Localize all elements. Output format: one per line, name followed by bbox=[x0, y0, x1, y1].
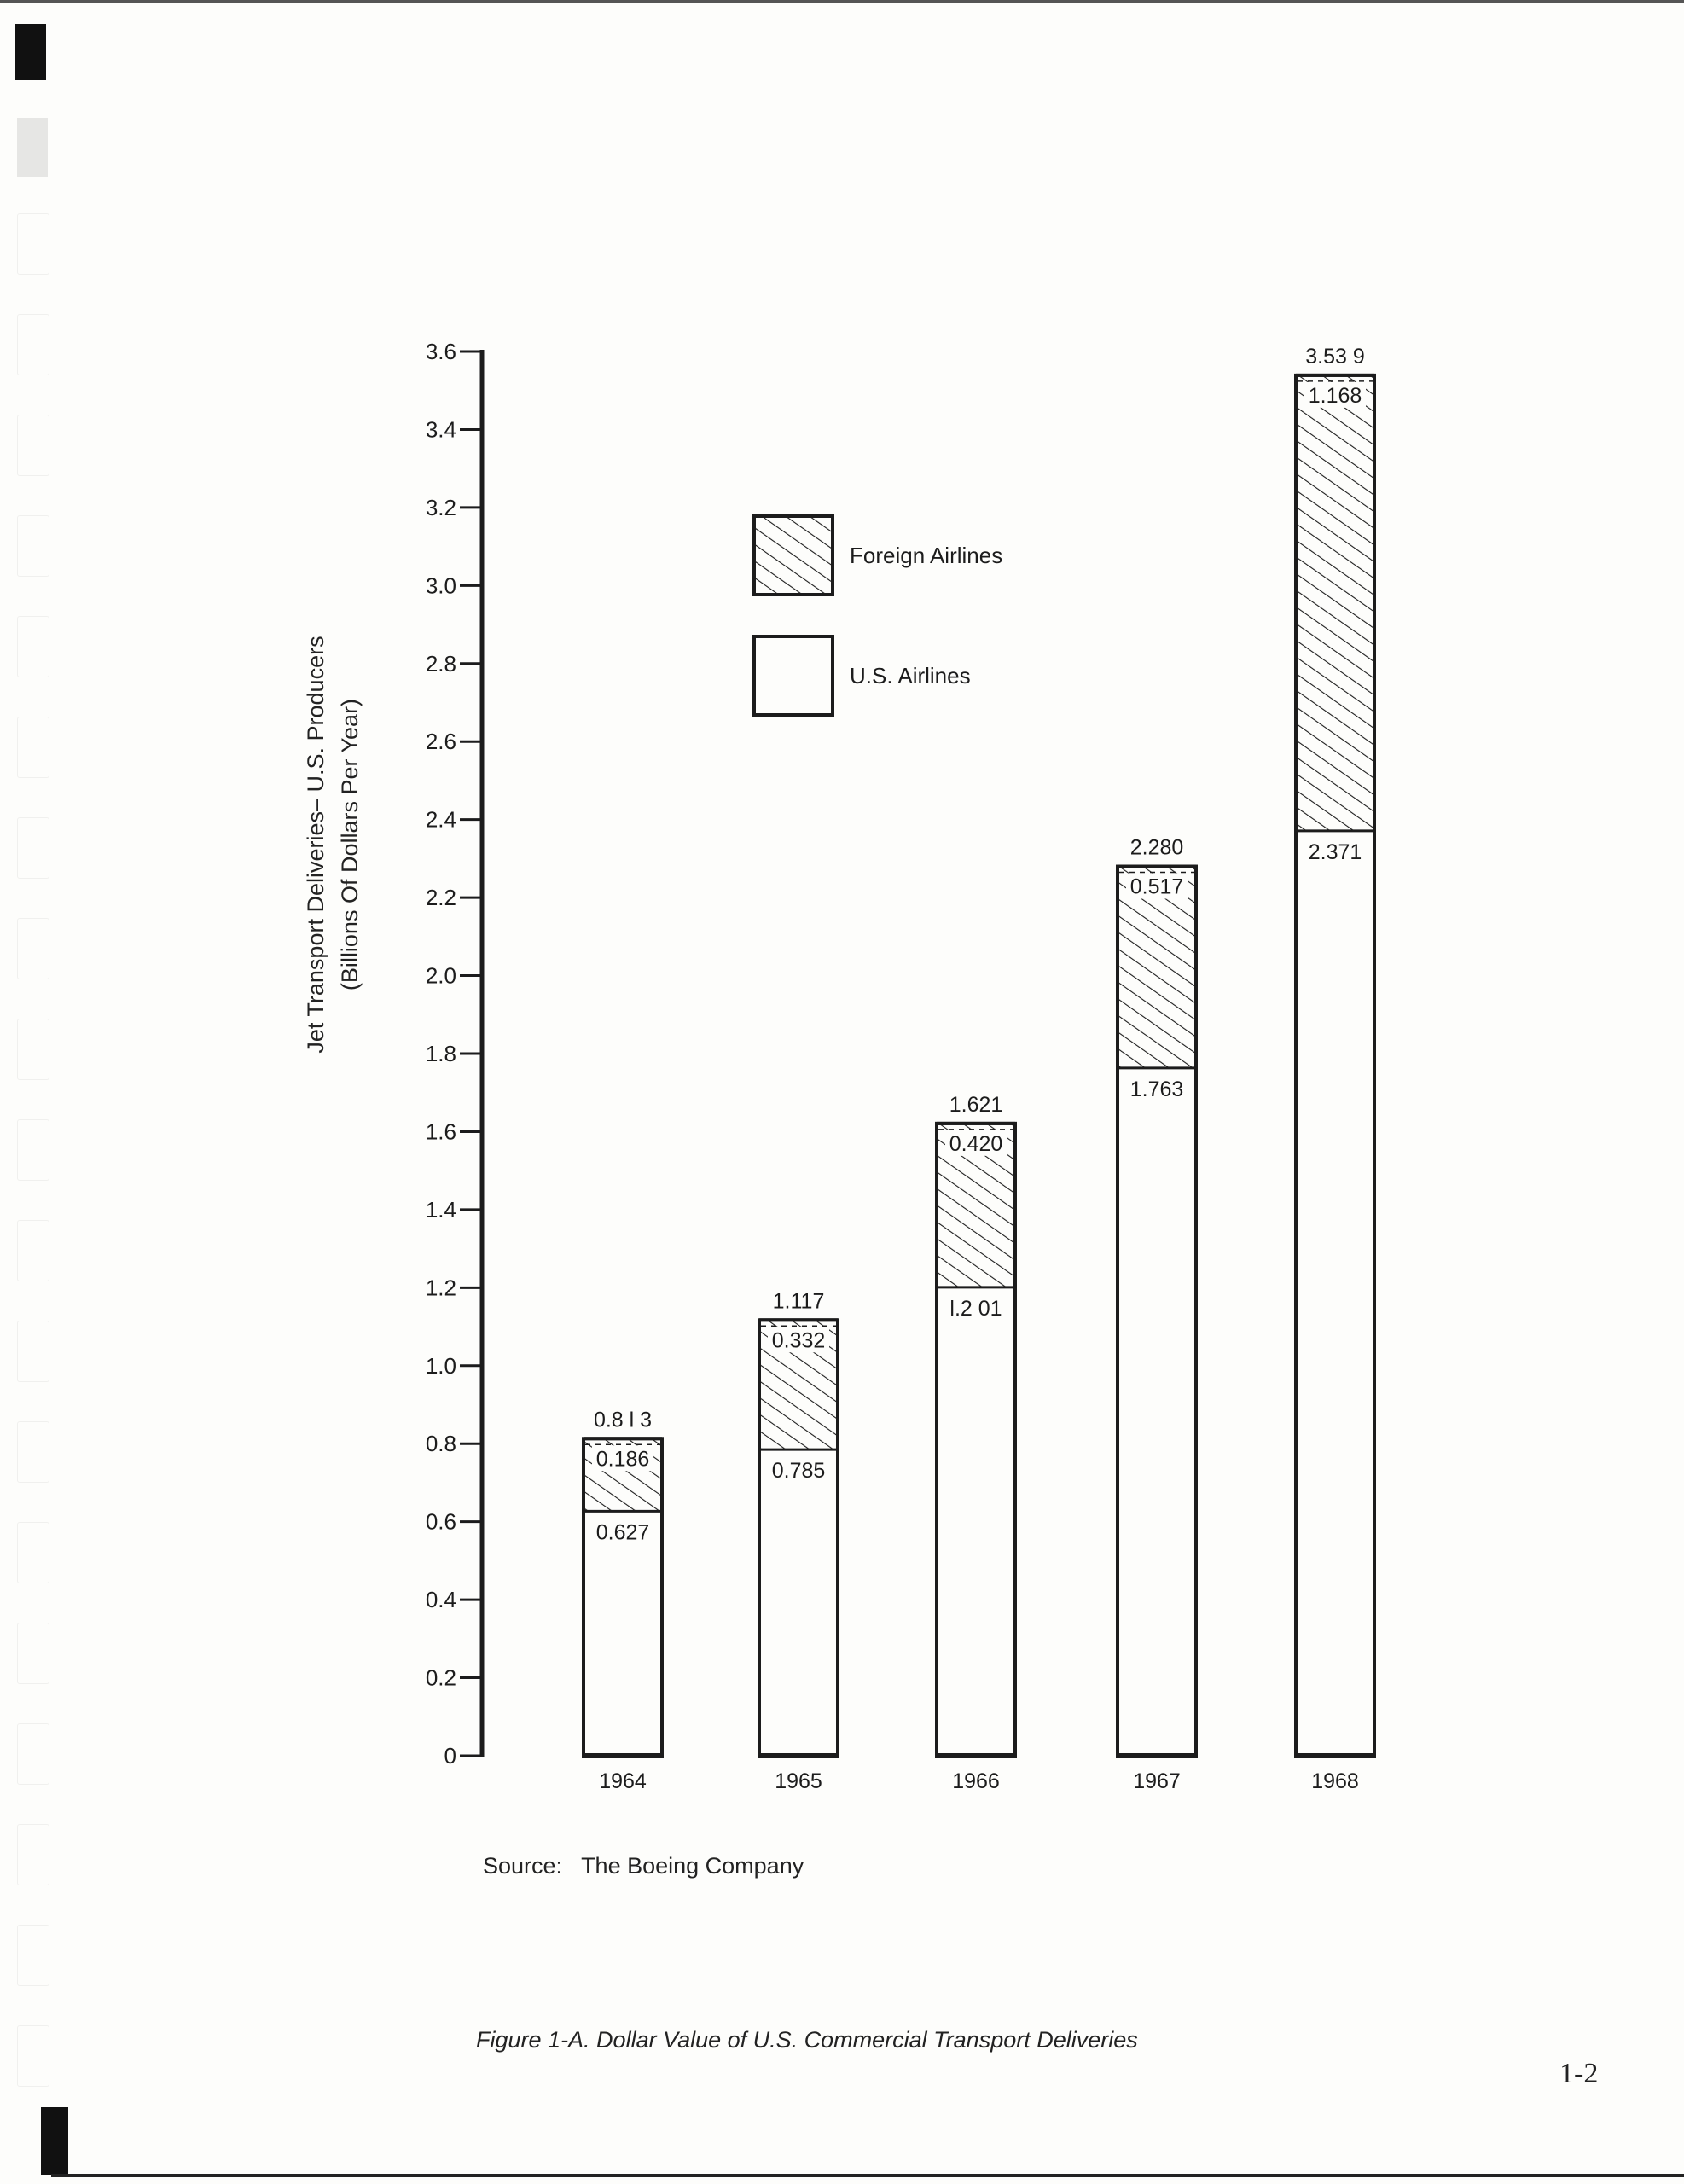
us-value-label-1965: 0.785 bbox=[771, 1459, 826, 1484]
legend-label-u-s-airlines: U.S. Airlines bbox=[850, 663, 971, 688]
y-tick-label: 0.4 bbox=[425, 1587, 456, 1613]
figure-caption: Figure 1-A. Dollar Value of U.S. Commercial Transport Deliveries bbox=[476, 2027, 1138, 2053]
legend-swatch-foreign-airlines bbox=[754, 516, 833, 595]
foreign-value-label-1968: 1.168 bbox=[1308, 383, 1362, 408]
y-tick-label: 3.4 bbox=[425, 416, 456, 443]
us-value-label-1968: 2.371 bbox=[1308, 839, 1362, 864]
x-category-label-1964: 1964 bbox=[599, 1769, 647, 1793]
source-label: Source: bbox=[483, 1853, 563, 1879]
legend bbox=[754, 516, 1002, 715]
y-tick-label: 1.4 bbox=[425, 1196, 456, 1223]
source-line bbox=[483, 1853, 804, 1879]
y-tick-label: 3.0 bbox=[425, 572, 456, 599]
bar-us-1964 bbox=[584, 1511, 662, 1756]
y-tick-label: 2.6 bbox=[425, 729, 456, 755]
y-tick-label: 0.2 bbox=[425, 1664, 456, 1691]
bar-us-1968 bbox=[1296, 831, 1374, 1756]
total-value-label-1967: 2.280 bbox=[1129, 835, 1184, 860]
y-tick-label: 1.0 bbox=[425, 1352, 456, 1379]
total-value-label-1968: 3.53 9 bbox=[1305, 344, 1365, 369]
y-tick-label: 3.6 bbox=[425, 339, 456, 364]
total-value-label-1964: 0.8 l 3 bbox=[593, 1408, 653, 1432]
bar-us-1966 bbox=[937, 1287, 1015, 1756]
foreign-value-label-1964: 0.186 bbox=[595, 1447, 650, 1472]
source-value: The Boeing Company bbox=[581, 1853, 804, 1879]
y-tick-label: 0.8 bbox=[425, 1431, 456, 1457]
y-axis bbox=[426, 339, 482, 1769]
total-value-label-1965: 1.117 bbox=[772, 1289, 825, 1314]
y-tick-label: 2.4 bbox=[425, 806, 456, 833]
foreign-value-label-1965: 0.332 bbox=[771, 1328, 826, 1353]
y-axis-title-line2: (Billions Of Dollars Per Year) bbox=[337, 698, 363, 991]
foreign-value-label-1967: 0.517 bbox=[1129, 874, 1184, 899]
bar-foreign-1968 bbox=[1296, 375, 1374, 831]
y-tick-label: 0 bbox=[444, 1743, 456, 1769]
x-category-label-1967: 1967 bbox=[1133, 1769, 1181, 1793]
y-axis-title bbox=[299, 606, 367, 1083]
legend-label-foreign-airlines: Foreign Airlines bbox=[850, 543, 1003, 568]
bar-us-1965 bbox=[759, 1449, 838, 1756]
y-tick-label: 2.0 bbox=[425, 962, 456, 989]
us-value-label-1966: l.2 01 bbox=[949, 1296, 1002, 1321]
y-tick-label: 1.6 bbox=[425, 1118, 456, 1145]
y-tick-label: 2.8 bbox=[425, 650, 456, 677]
y-tick-label: 2.2 bbox=[425, 885, 456, 911]
total-value-label-1966: 1.621 bbox=[949, 1092, 1003, 1117]
y-tick-label: 3.2 bbox=[425, 494, 456, 520]
y-axis-title-line1: Jet Transport Deliveries– U.S. Producers bbox=[303, 636, 328, 1054]
y-tick-label: 1.8 bbox=[425, 1041, 456, 1066]
page-number: 1-2 bbox=[1559, 2058, 1599, 2089]
x-category-label-1966: 1966 bbox=[952, 1769, 1000, 1793]
bar-us-1967 bbox=[1118, 1068, 1196, 1756]
y-tick-label: 0.6 bbox=[425, 1508, 456, 1535]
y-tick-label: 1.2 bbox=[425, 1275, 456, 1301]
foreign-value-label-1966: 0.420 bbox=[949, 1131, 1003, 1156]
legend-swatch-u-s-airlines bbox=[754, 636, 833, 715]
x-category-label-1968: 1968 bbox=[1311, 1769, 1359, 1793]
x-category-label-1965: 1965 bbox=[775, 1769, 822, 1793]
us-value-label-1964: 0.627 bbox=[595, 1520, 650, 1545]
us-value-label-1967: 1.763 bbox=[1129, 1077, 1184, 1101]
